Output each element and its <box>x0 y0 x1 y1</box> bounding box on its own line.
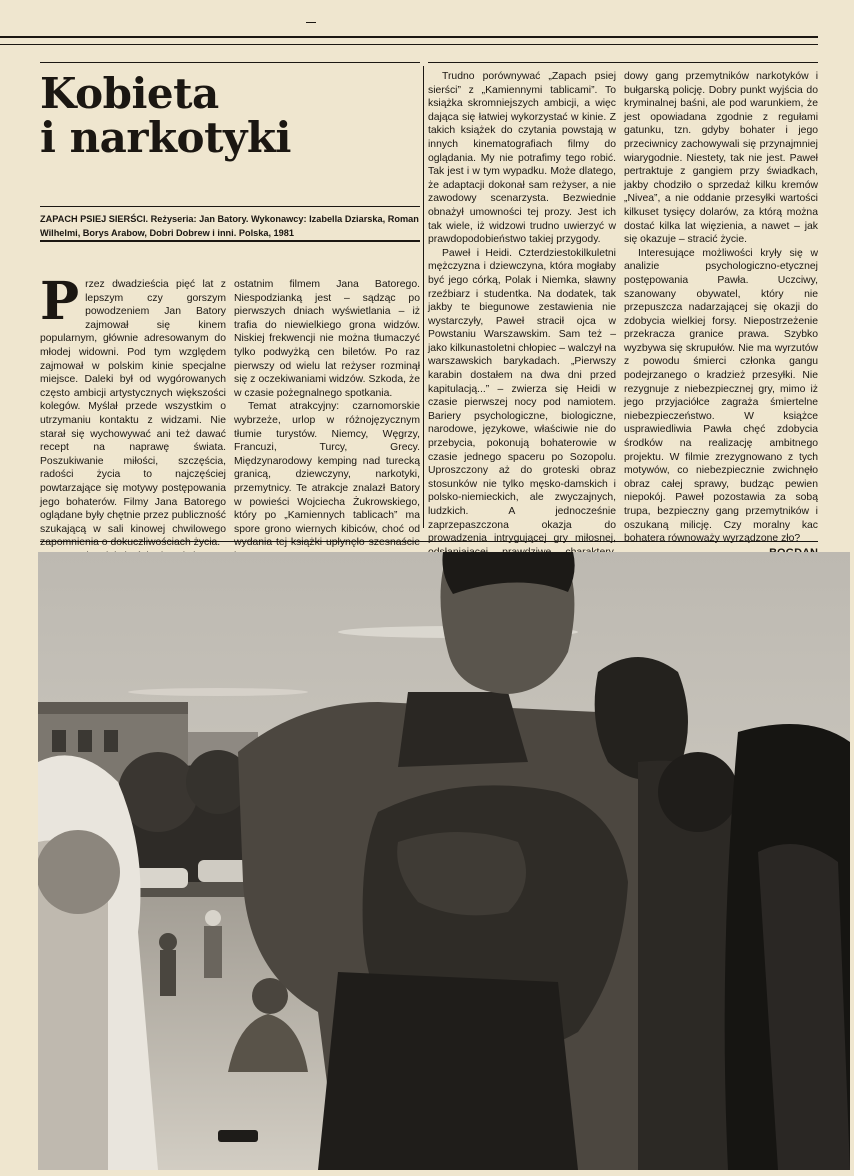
page-mark <box>306 22 316 23</box>
film-credits: ZAPACH PSIEJ SIERŚCI. Reżyseria: Jan Batory. Wykonawcy: Izabella Dziarska, Roman Wilhelmi, Borys Arabow, Dobri Dobrew i inni. Polska, 1981 <box>40 214 419 238</box>
headline-line-2: i narkotyki <box>40 113 291 162</box>
paragraph: dowy gang przemytników narkotyków i bułgarską policję. Dobry punkt wyjścia do kryminalnej baśni, ale pod warunkiem, że jest opowiadana zgodnie z regułami gatunku, tzn. gdyby bohater i jego przeciwnicy zachowywali się przynajmniej wiarygodnie. Niestety, tak nie jest. Paweł pertraktuje z gangiem przy świadkach, jakby chodziło o sprzedaż kilku kremów „Nivea”, a nie oddanie przesyłki wartości kilkuset tysięcy dolarów, za którą można dostać kilka lat więzienia, a nawet – jak się okazuje – stracić życie. <box>624 71 818 246</box>
column-divider <box>423 66 424 528</box>
paragraph <box>40 271 226 550</box>
photo-illustration <box>38 552 850 1170</box>
paragraph-text: rzez dwadzieścia pięć lat z lepszym czy gorszym powodzeniem Jan Batory zajmował się kinem popularnym, głównie adresowanym do młodej widowni. Pod tym względem zajmował w polskim kinie specjalne miejsce. Daleki był od wygórowanych często ambicji artystycznych większości kolegów. Myślał przede wszystkim o utrzymaniu kontaktu z widzami. Nie starał się wychowywać ani też dawać recept na naprawę świata. Poszukiwanie miłości, szczęścia, radości życia to najczęściej powtarzające się motywy postępowania jego bohaterów. Filmy Jana Batorego oglądane były chętnie przez publiczność szukającą w sali kinowej chwilowego zapomnienia o dokuczliwościach życia. <box>40 279 226 549</box>
headline-rule <box>40 206 420 207</box>
article-column-4 <box>624 70 818 574</box>
film-still-photo <box>38 552 850 1170</box>
paragraph: Temat atrakcyjny: czarnomorskie wybrzeże, urlop w różnojęzycznym tłumie turystów. Niemcy, Węgrzy, Francuzi, Turcy, Grecy. Międzynarodowy kemping nad turecką granicą, dziewczyny, narkotyki, przemytnicy. Te atrakcje znalazł Batory w powieści Wojciecha Żukrowskiego, który po „Kamiennych tablicach” ma spore grono wiernych kibiców, choć od wydania tej książki upłynęło szesnaście <box>234 401 420 549</box>
paragraph: ostatnim filmem Jana Batorego. Niespodzianką jest – sądząc po pierwszych dniach wyświetlania – iż trafia do niewielkiego grona widzów. Niskiej frekwencji nie można tłumaczyć tylko podwyżką cen biletów. Po raz pierwszy od wielu lat reżyser rozminął się z oczekiwaniami widzów. Szkoda, że w czasie pożegnalnego spotkania. <box>234 279 420 399</box>
article-column-3 <box>428 70 616 587</box>
top-rule-thin <box>0 44 818 45</box>
paragraph: Interesujące możliwości kryły się w analizie psychologiczno-etycznej postępowania Pawła. Uczciwy, szanowany obywatel, który nie przepuszcza nadarzającej się okazji do zdobycia wielkiej forsy. Niepostrzeżenie przekracza granice prawa. Szybko wyzbywa się skrupułów. Nie ma wyrzutów z powodu śmierci członka gangu podejrzanego o kradzież przesyłki. Nie rezygnuje z niebezpiecznej gry, mimo iż jego przyjaciółce zagraża śmiertelne niebezpieczeństwo. W książce usprawiedliwia Pawła chęć zdobycia środków na realizację ambitnego projektu. W filmie zrezygnowano z tych motywów, co niebezpiecznie zwichnęło obraz całej sprawy, budząc pewien niepokój. Paweł pozostawia za sobą trupa, bezpieczny gang przemytników i oszukaną milicję. Czy moralny kac bohatera równoważy wyrządzone zło? <box>624 247 818 545</box>
section-rule-right <box>428 62 818 63</box>
section-rule <box>40 62 420 63</box>
paragraph: Paweł i Heidi. Czterdziestokilkuletni mężczyzna i dziewczyna, która mogłaby być jego córką, Polak i Niemka, sławny rzeźbiarz i studentka. Na dodatek, tak jakby te biegunowe zestawienia nie wystarczyły, Paweł stracił ojca w Powstaniu Warszawskim. Sam też – jako kilkunastoletni chłopiec – walczył na warszawskich barykadach. „Pierwszy karabin dostałem na dwa dni przed kapitulacją...” – zwierza się Heidi w czasie pierwszej nocy pod namiotem. Bariery psychologiczne, biologiczne, narodowe, językowe, właściwie nie do przebycia, pokonują bohaterowie w czasie jednego spaceru po Sozopolu. Uproszczony aż do groteski obraz stosunków nie tylko męsko-damskich i polsko-niemieckich, ale zwyczajnych, ludzkich. A jednocześnie zaprzepaszczona okazja do prowadzenia intrygującej gry miłosnej, <box>428 247 616 545</box>
credits-rule <box>40 240 420 242</box>
article-column-2 <box>234 278 420 563</box>
article-headline <box>40 69 400 162</box>
headline-line-1: Kobieta <box>40 69 219 118</box>
drop-cap: P <box>40 271 80 332</box>
top-rule <box>0 36 818 38</box>
paragraph: Trudno porównywać „Zapach psiej sierści” z „Kamiennymi tablicami”. To książka skromniejszych ambicji, a więc dająca się łatwiej wykorzystać w kinie. Z takich książek do czytania powstają w innych kinematografiach filmy do oglądania. My nie potrafimy tego robić. Tak jest i w tym wypadku. Może dlatego, że adaptacji dokonał sam reżyser, a nie zawodowy scenarzysta. Bezwiednie obnażył umowności tej prozy. Jest ich tak wiele, iż widzowi trudno uwierzyć w prawdopodobieństwo takiej przygody. <box>428 71 616 246</box>
article-column-1 <box>40 271 226 563</box>
